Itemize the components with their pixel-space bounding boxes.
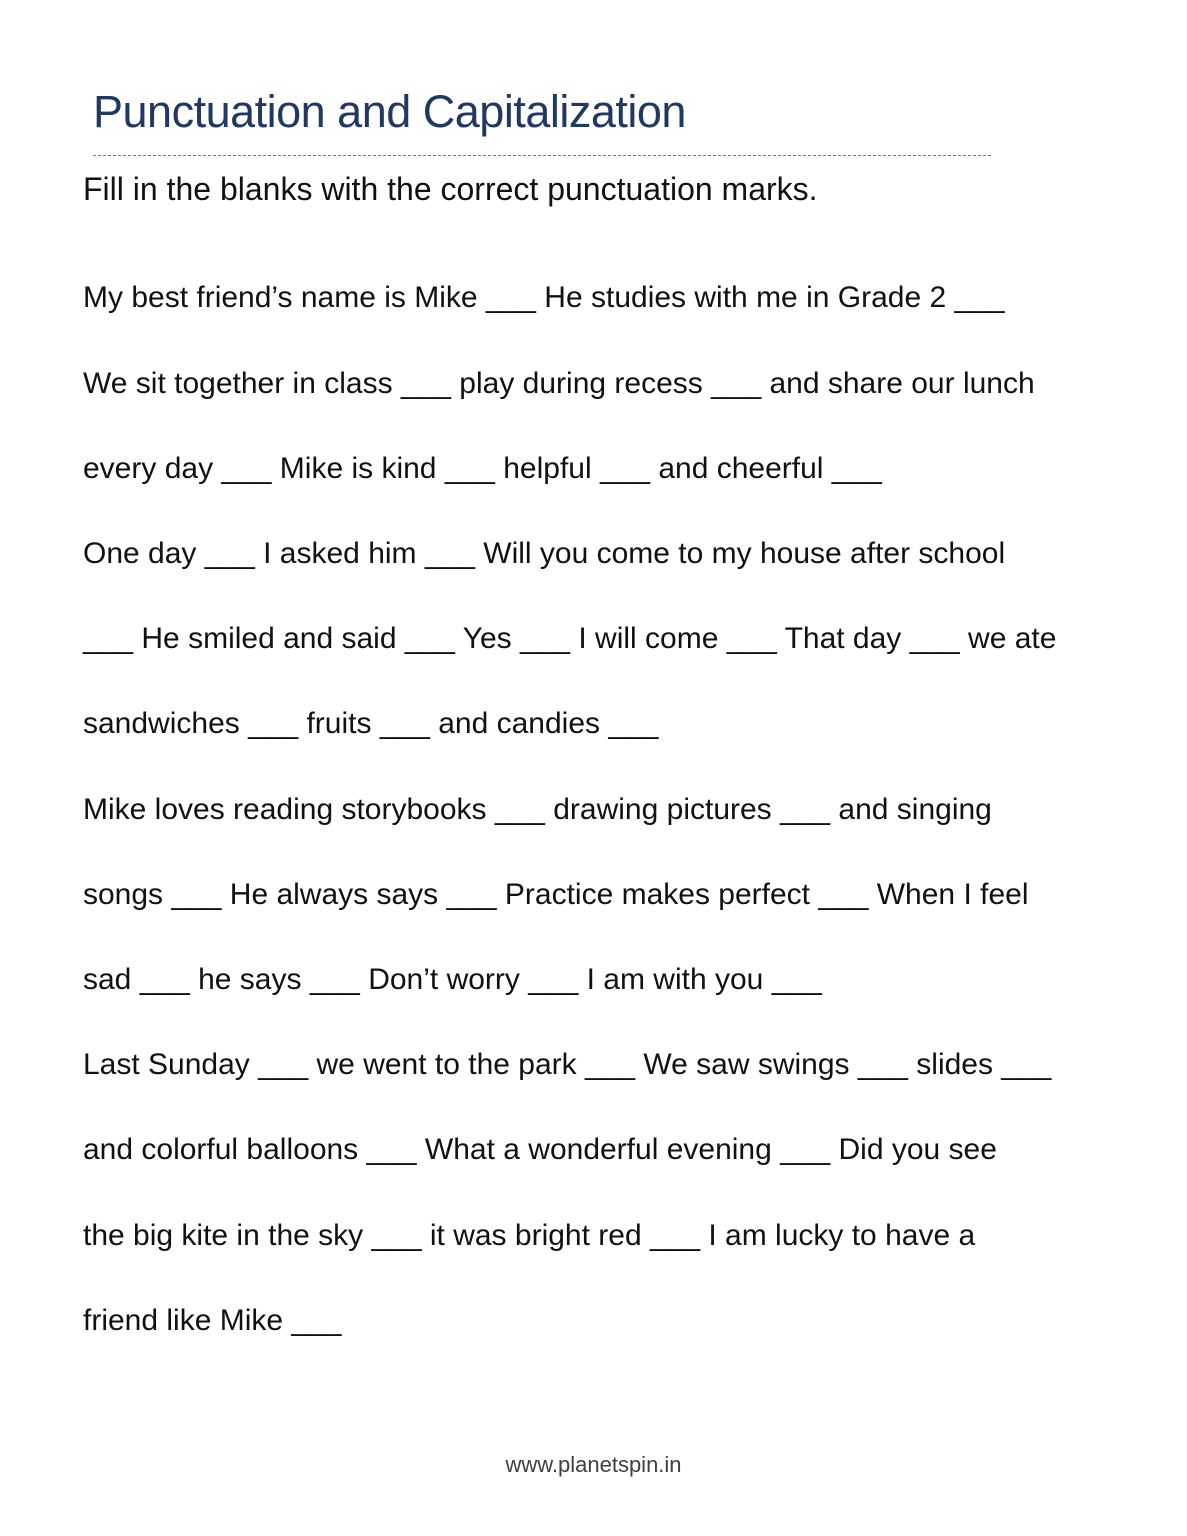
passage-line: One day ___ I asked him ___ Will you come to my house after school <box>83 537 1006 570</box>
passage-line: every day ___ Mike is kind ___ helpful ___ and cheerful ___ <box>83 452 882 485</box>
passage-line: Last Sunday ___ we went to the park ___ We saw swings ___ slides ___ <box>83 1048 1052 1081</box>
passage-line: sandwiches ___ fruits ___ and candies ___ <box>83 707 659 740</box>
passage-line: sad ___ he says ___ Don’t worry ___ I am with you ___ <box>83 963 822 996</box>
passage-line: and colorful balloons ___ What a wonderful evening ___ Did you see <box>83 1133 997 1166</box>
instruction-text: Fill in the blanks with the correct punctuation marks. <box>83 171 818 207</box>
passage-line: Mike loves reading storybooks ___ drawing pictures ___ and singing <box>83 793 992 826</box>
page-title: Punctuation and Capitalization <box>93 86 686 137</box>
passage-line: We sit together in class ___ play during recess ___ and share our lunch <box>83 367 1035 400</box>
passage-line: ___ He smiled and said ___ Yes ___ I will come ___ That day ___ we ate <box>83 622 1057 655</box>
passage-line: friend like Mike ___ <box>83 1304 342 1337</box>
passage-line: songs ___ He always says ___ Practice makes perfect ___ When I feel <box>83 878 1029 911</box>
passage-line: the big kite in the sky ___ it was bright red ___ I am lucky to have a <box>83 1219 976 1252</box>
title-divider <box>93 155 991 156</box>
passage-line: My best friend’s name is Mike ___ He studies with me in Grade 2 ___ <box>83 281 1005 314</box>
footer-website: www.planetspin.in <box>505 1452 682 1477</box>
